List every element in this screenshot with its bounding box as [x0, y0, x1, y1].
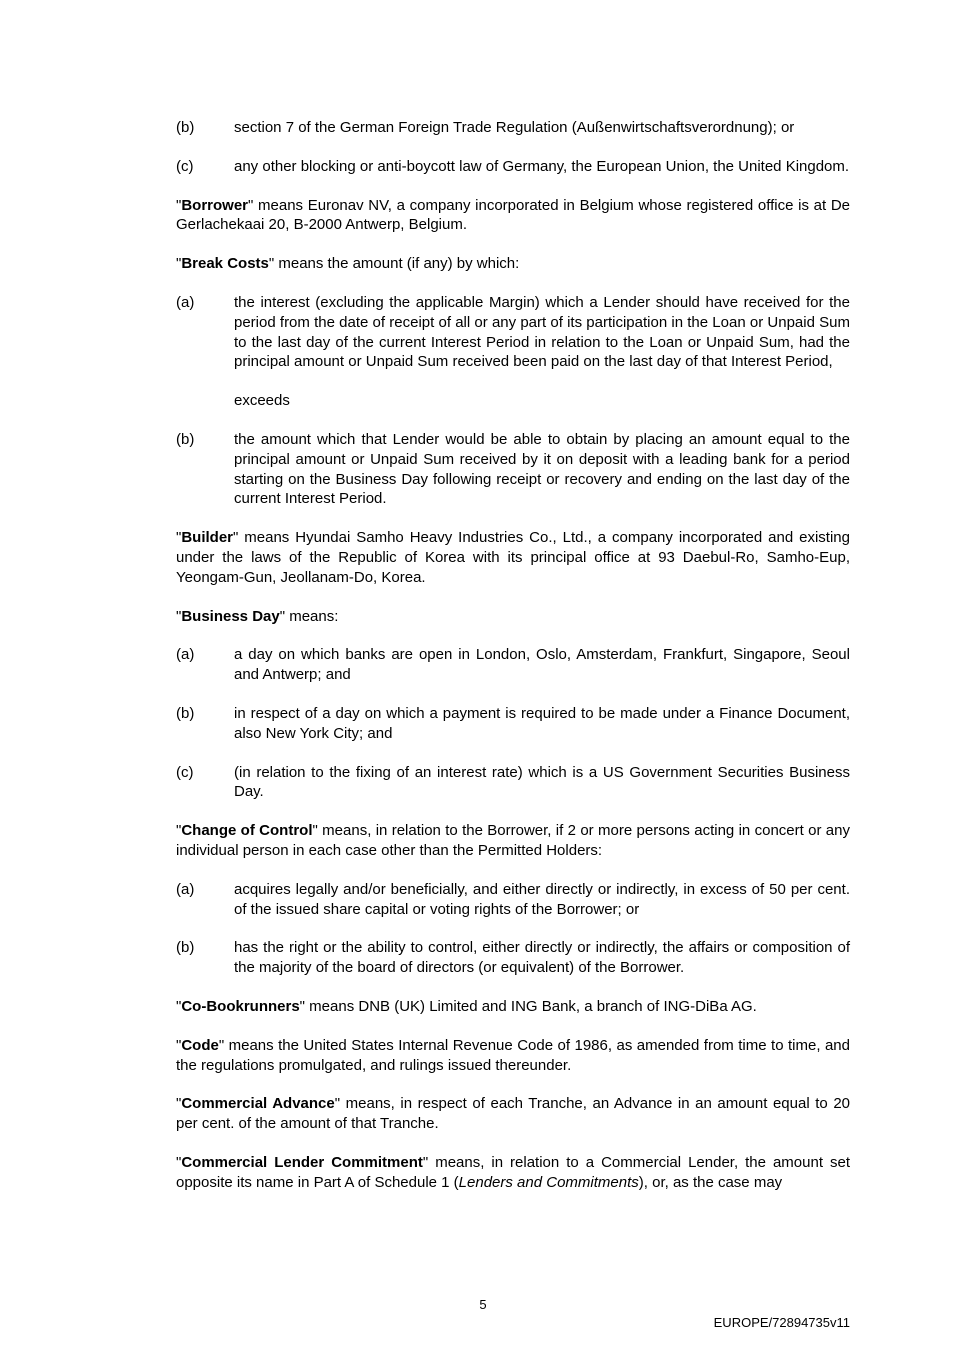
defined-term: Commercial Lender Commitment [181, 1153, 423, 1171]
item-text: section 7 of the German Foreign Trade Regulation (Außenwirtschaftsverordnung); or [234, 119, 795, 136]
definition-text: means DNB (UK) Limited and ING Bank, a branch of ING-DiBa AG. [305, 997, 757, 1015]
defined-term: Builder [181, 529, 234, 547]
item-label: (c) [176, 157, 194, 175]
definition-break-costs [176, 254, 850, 274]
definition-text: means, in relation to the Borrower, if 2 or more persons acting in concert or any individual person in each case other than the Permitted Holders: [176, 822, 850, 859]
list-item [176, 645, 850, 685]
definition-commercial-lender-commitment [176, 1153, 850, 1193]
item-label: (a) [176, 646, 195, 664]
quote: " [268, 255, 275, 273]
definition-text-continued: ), or, as the case may [638, 1173, 783, 1191]
quote: " [176, 196, 182, 214]
list-item [176, 430, 850, 509]
list-item [176, 704, 850, 744]
list-item [176, 880, 850, 920]
defined-term: Borrower [181, 196, 249, 214]
definition-text: means Hyundai Samho Heavy Industries Co., Ltd., a company incorporated and existing under the laws of the Republic of Korea with its principal office at 93 Daebul-Ro, Samho-Eup, Yeongam-Gun, Jeollanam-Do, Korea. [176, 529, 850, 586]
item-text: has the right or the ability to control, either directly or indirectly, the affairs or composition of the majority of the board of directors (or equivalent) of the Borrower. [234, 939, 850, 977]
quote: " [218, 1036, 225, 1054]
item-text: in respect of a day on which a payment is required to be made under a Finance Document, also New York City; and [234, 704, 850, 742]
quote: " [176, 607, 182, 625]
document-reference: EUROPE/72894735v11 [713, 1315, 850, 1330]
definition-text: means, in relation to a Commercial Lender, the amount set opposite its name in Part A of Schedule 1 ( [176, 1153, 850, 1191]
quote: " [248, 196, 254, 214]
list-item [176, 118, 850, 138]
quote: " [279, 607, 286, 625]
defined-term: Code [181, 1036, 219, 1054]
item-text: any other blocking or anti-boycott law of Germany, the European Union, the United Kingdom. [234, 157, 850, 175]
item-label: (a) [176, 293, 195, 311]
quote: " [233, 529, 239, 547]
exceeds-text: exceeds [234, 392, 290, 410]
list-item [176, 157, 850, 177]
item-label: (a) [176, 880, 195, 898]
document-body [176, 118, 850, 1211]
item-text: acquires legally and/or beneficially, and either directly or indirectly, in excess of 50 per cent. of the issued share capital or voting rights of the Borrower; or [234, 880, 850, 918]
definition-commercial-advance [176, 1094, 850, 1134]
quote: " [312, 822, 318, 840]
definition-co-bookrunners [176, 997, 850, 1017]
definition-builder [176, 528, 850, 587]
item-text: the interest (excluding the applicable Margin) which a Lender should have received for the period from the date of receipt of all or any part of its participation in the Loan or Unpaid Sum to the last day of the current Interest Period in relation to the Loan or Unpaid Sum, had the principal amount or Unpaid Sum received been paid on the last day of that Interest Period, [234, 293, 850, 371]
item-text: (in relation to the fixing of an interest rate) which is a US Government Securities Business Day. [234, 763, 850, 801]
quote: " [176, 529, 182, 547]
page-number: 5 [479, 1297, 487, 1312]
item-text: the amount which that Lender would be able to obtain by placing an amount equal to the principal amount or Unpaid Sum received by it on deposit with a leading bank for a period starting on the Business Day following receipt or recovery and ending on the last day of the current Interest Period. [234, 430, 850, 508]
definition-code [176, 1036, 850, 1076]
quote: " [176, 1153, 182, 1171]
defined-term: Business Day [181, 607, 280, 625]
list-item [176, 293, 850, 372]
definition-text: means: [285, 607, 339, 625]
definition-text: means the United States Internal Revenue Code of 1986, as amended from time to time, and the regulations promulgated, and rulings issued thereunder. [176, 1036, 850, 1074]
quote: " [299, 997, 305, 1015]
quote: " [176, 1095, 182, 1113]
defined-term: Break Costs [181, 255, 269, 273]
quote: " [176, 997, 182, 1015]
definition-text: means Euronav NV, a company incorporated in Belgium whose registered office is at De Gerlachekaai 20, B-2000 Antwerp, Belgium. [176, 196, 850, 234]
definition-text: means, in respect of each Tranche, an Advance in an amount equal to 20 per cent. of the amount of that Tranche. [176, 1095, 850, 1133]
definition-business-day [176, 607, 850, 627]
quote: " [422, 1153, 429, 1171]
schedule-reference: Lenders and Commitments [458, 1173, 639, 1191]
definition-text: means the amount (if any) by which: [274, 255, 520, 273]
item-label: (b) [176, 119, 195, 136]
definition-change-of-control [176, 821, 850, 861]
quote: " [176, 255, 182, 273]
defined-term: Co-Bookrunners [181, 997, 300, 1015]
item-label: (b) [176, 430, 195, 448]
item-label: (b) [176, 704, 195, 722]
item-text: a day on which banks are open in London, Oslo, Amsterdam, Frankfurt, Singapore, Seoul and Antwerp; and [234, 646, 850, 684]
defined-term: Change of Control [181, 822, 313, 840]
quote: " [334, 1095, 341, 1113]
list-item [176, 938, 850, 978]
item-label: (c) [176, 763, 194, 781]
defined-term: Commercial Advance [181, 1095, 335, 1113]
quote: " [176, 822, 182, 840]
item-label: (b) [176, 939, 195, 957]
quote: " [176, 1036, 182, 1054]
definition-borrower [176, 196, 850, 236]
list-item [176, 763, 850, 803]
